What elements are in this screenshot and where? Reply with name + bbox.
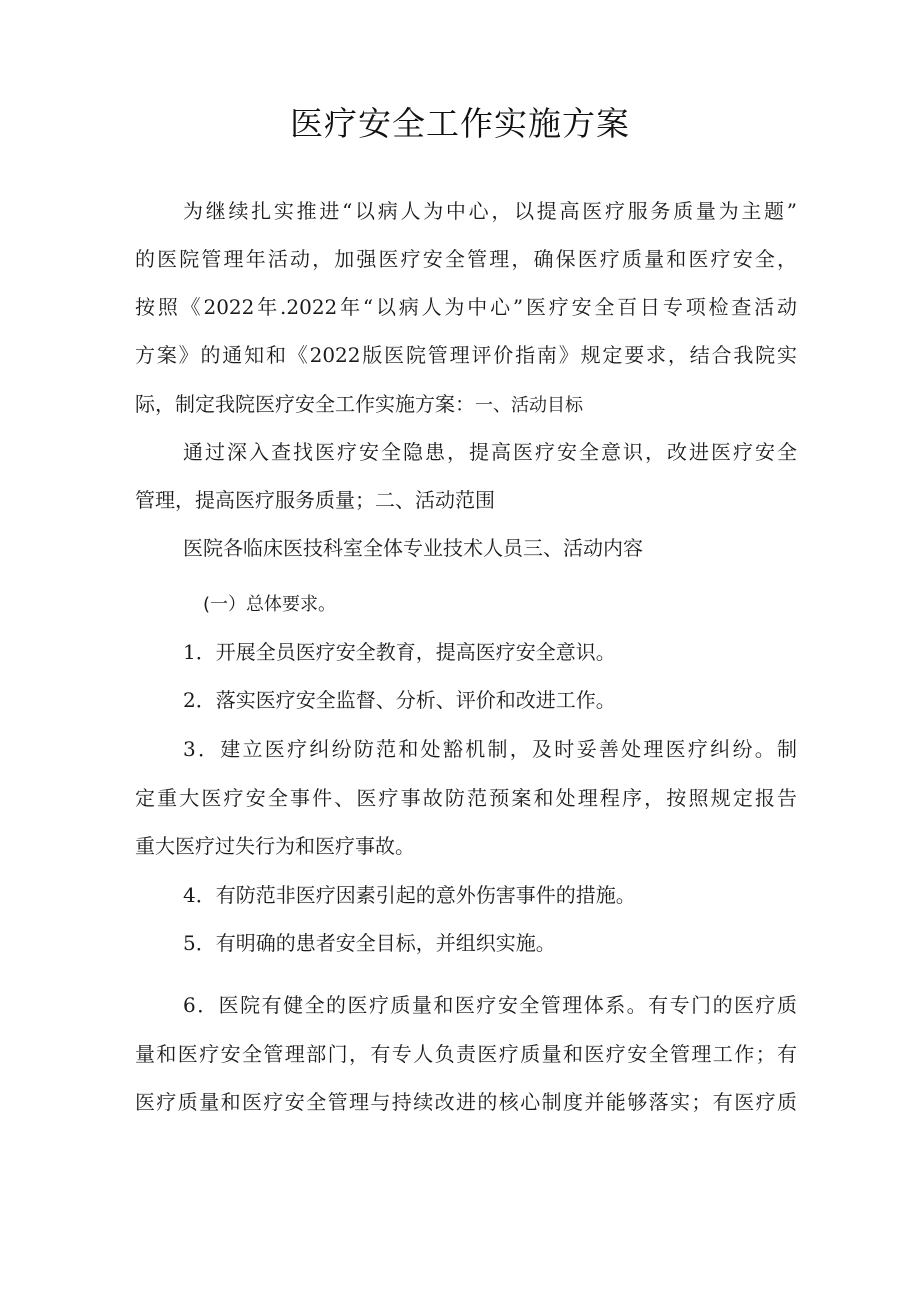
- intro-line-2: 的医院管理年活动，加强医疗安全管理，确保医疗质量和医疗安全，: [135, 247, 797, 271]
- item-6-line-1: 6．医院有健全的医疗质量和医疗安全管理体系。有专门的医疗质: [183, 993, 797, 1017]
- item-6-line-2: 量和医疗安全管理部门，有专人负责医疗质量和医疗安全管理工作；有: [135, 1042, 797, 1066]
- intro-line-1: 为继续扎实推进“以病人为中心，以提高医疗服务质量为主题”: [183, 199, 797, 223]
- item-3-line-3: 重大医疗过失行为和医疗事故。: [135, 834, 415, 858]
- item-5: 5．有明确的患者安全目标，并组织实施。: [183, 931, 556, 955]
- item-1: 1．开展全员医疗安全教育，提高医疗安全意识。: [183, 640, 616, 664]
- intro-line-5: [135, 391, 583, 419]
- item-2: 2．落实医疗安全监督、分析、评价和改进工作。: [183, 688, 616, 712]
- document-title: 医疗安全工作实施方案: [290, 104, 630, 143]
- intro-line-4: 方案》的通知和《2022版医院管理评价指南》规定要求，结合我院实: [135, 343, 797, 367]
- general-requirements-heading: (一）总体要求。: [203, 594, 337, 615]
- item-4: 4．有防范非医疗因素引起的意外伤害事件的措施。: [183, 883, 636, 907]
- goal-line-1: 通过深入查找医疗安全隐患，提高医疗安全意识，改进医疗安全: [183, 440, 797, 464]
- item-6-line-3: 医疗质量和医疗安全管理与持续改进的核心制度并能够落实；有医疗质: [135, 1090, 797, 1114]
- goal-line-2: 管理，提高医疗服务质量；二、活动范围: [135, 488, 495, 512]
- section-heading-goal: 一、活动目标: [475, 395, 583, 416]
- item-3-line-1: 3．建立医疗纠纷防范和处豁机制，及时妥善处理医疗纠纷。制: [183, 737, 797, 761]
- scope-line: 医院各临床医技科室全体专业技术人员三、活动内容: [183, 536, 643, 560]
- intro-line-5-text: 际，制定我院医疗安全工作实施方案：: [135, 392, 475, 416]
- item-3-line-2: 定重大医疗安全事件、医疗事故防范预案和处理程序，按照规定报告: [135, 786, 797, 810]
- intro-line-3: 按照《2022年.2022年“以病人为中心”医疗安全百日专项检查活动: [135, 295, 797, 319]
